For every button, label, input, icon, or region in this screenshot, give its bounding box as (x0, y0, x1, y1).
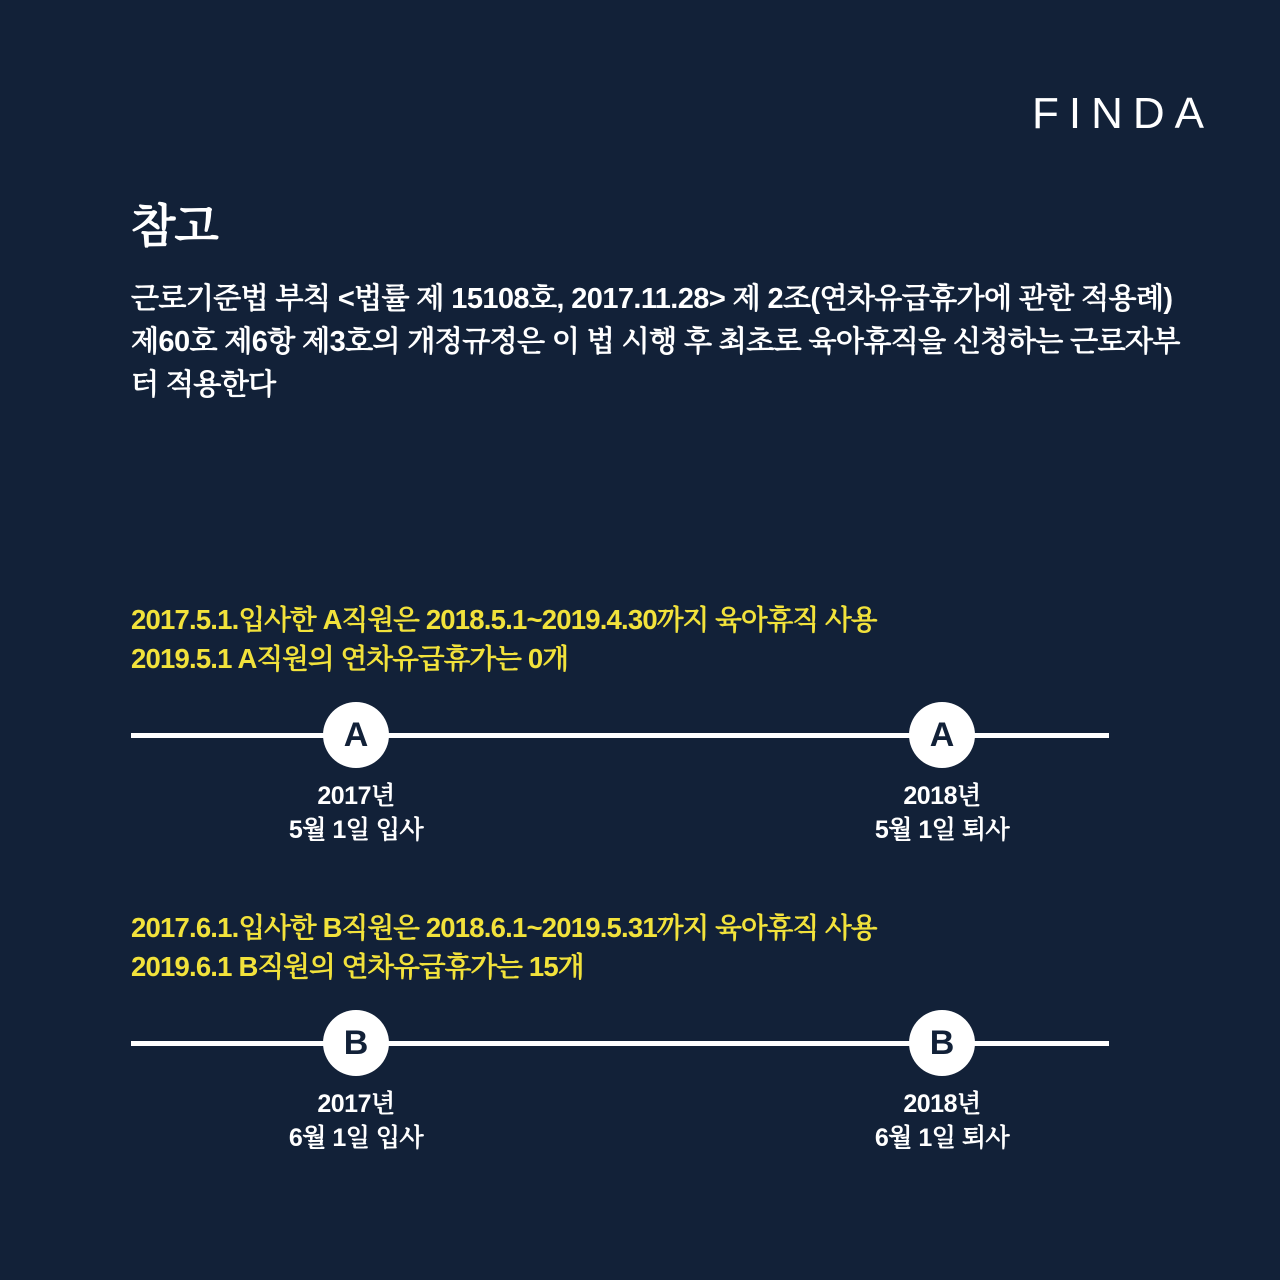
timeline-b-axis (131, 1010, 1109, 1076)
timeline-b-labels (131, 1076, 1151, 1166)
timeline-a-marker-end: A (909, 702, 975, 768)
timeline-a-label-end (792, 780, 1092, 848)
timeline-a-labels (131, 768, 1151, 858)
timeline-b-label-end-line2: 6월 1일 퇴사 (874, 1123, 1010, 1152)
timeline-b-caption-line2: 2019.6.1 B직원의 연차유급휴가는 15개 (131, 951, 584, 983)
timeline-a-label-start (206, 780, 506, 848)
timeline-b-caption (131, 908, 1151, 986)
timeline-b-label-start (206, 1088, 506, 1156)
timeline-b-caption-line1: 2017.6.1.입사한 B직원은 2018.6.1~2019.5.31까지 육아휴직 사용 (131, 912, 877, 943)
timeline-b-label-start-line1: 2017년 (317, 1090, 395, 1119)
timeline-block-a (131, 600, 1151, 858)
timeline-b-label-end-line1: 2018년 (903, 1090, 981, 1119)
timeline-a-caption-line2: 2019.5.1 A직원의 연차유급휴가는 0개 (131, 643, 569, 675)
timeline-a-label-end-line1: 2018년 (903, 782, 981, 811)
page-title: 참고 (131, 200, 218, 252)
timeline-b-marker-end: B (909, 1010, 975, 1076)
timeline-b-label-start-line2: 6월 1일 입사 (288, 1123, 424, 1152)
timeline-block-b (131, 908, 1151, 1166)
finda-logo: FINDA (1032, 89, 1214, 138)
timeline-a-label-start-line1: 2017년 (317, 782, 395, 811)
timeline-a-axis (131, 702, 1109, 768)
legal-note-text: 근로기준법 부칙 <법률 제 15108호, 2017.11.28> 제 2조(연차유급휴가에 관한 적용례) 제60호 제6항 제3호의 개정규정은 이 법 시행 후 최초로 육아휴직을 신청하는 근로자부터 적용한다 (131, 283, 1180, 401)
timeline-a-label-end-line2: 5월 1일 퇴사 (874, 815, 1010, 844)
timeline-b-marker-start: B (323, 1010, 389, 1076)
timeline-a-caption (131, 600, 1151, 678)
timeline-a-caption-line1: 2017.5.1.입사한 A직원은 2018.5.1~2019.4.30까지 육아휴직 사용 (131, 604, 877, 635)
timeline-b-label-end (792, 1088, 1092, 1156)
timeline-a-marker-start: A (323, 702, 389, 768)
timeline-a-label-start-line2: 5월 1일 입사 (288, 815, 424, 844)
